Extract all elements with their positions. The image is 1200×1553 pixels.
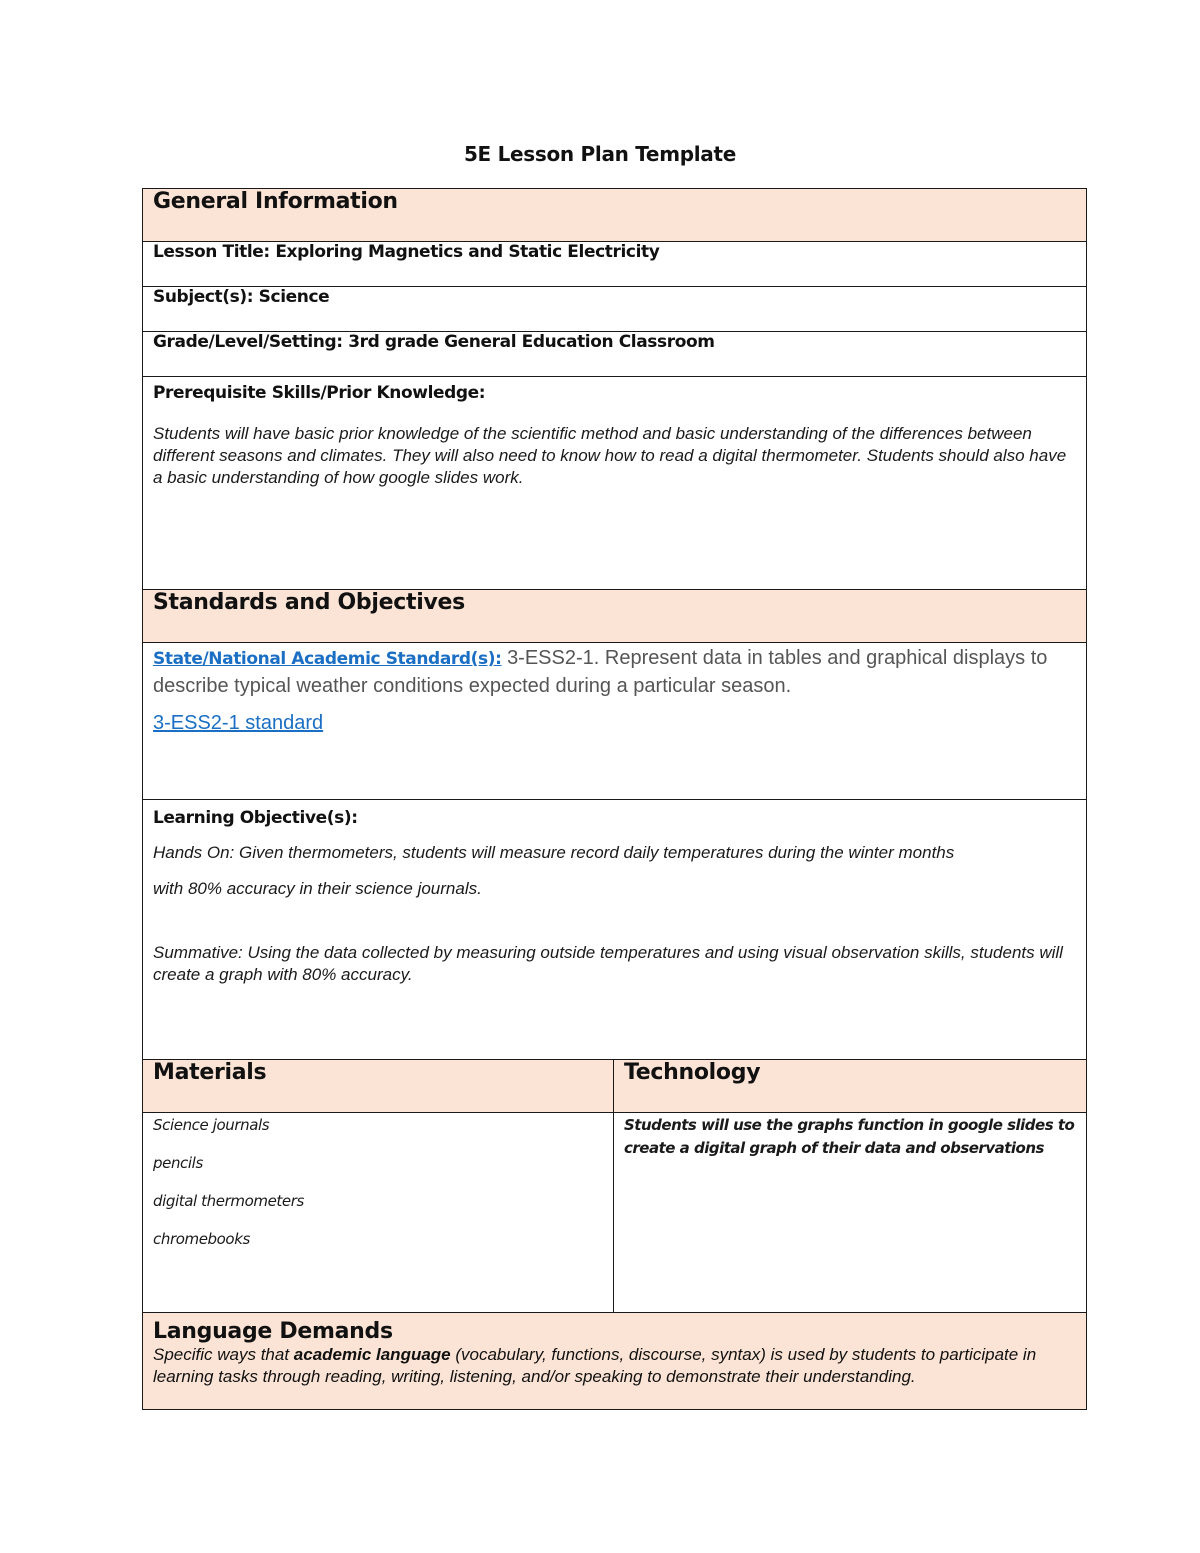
materials-tech-header-row — [143, 1060, 1087, 1113]
language-desc-bold: academic language — [293, 1345, 451, 1364]
prereq-label: Prerequisite Skills/Prior Knowledge: — [153, 383, 486, 403]
grade-row — [143, 332, 1087, 377]
standards-header: Standards and Objectives — [143, 590, 1087, 643]
objectives-label: Learning Objective(s): — [153, 808, 358, 828]
standards-header-row — [143, 590, 1087, 643]
objective-line1: Hands On: Given thermometers, students will measure record daily temperatures during the winter months — [153, 843, 955, 862]
subjects-label: Subject(s): — [153, 287, 254, 307]
grade-value: 3rd grade General Education Classroom — [348, 332, 715, 352]
lesson-plan-table — [142, 188, 1087, 1410]
language-desc-before: Specific ways that — [153, 1345, 294, 1364]
general-info-header-row — [143, 189, 1087, 242]
prereq-text: Students will have basic prior knowledge of the scientific method and basic understanding of the differences between different seasons and climates. They will also need to know how to read a digital thermometer. Students should also have a basic understanding of how google slides work. — [153, 424, 1067, 487]
list-item: pencils — [153, 1154, 203, 1172]
lesson-title-row — [143, 242, 1087, 287]
language-header: Language Demands — [153, 1319, 393, 1344]
objective-line2: with 80% accuracy in their science journals. — [153, 879, 482, 898]
materials-tech-row — [143, 1113, 1087, 1313]
general-info-header: General Information — [143, 189, 1087, 242]
standard-label[interactable]: State/National Academic Standard(s): — [153, 649, 502, 669]
list-item: Science journals — [153, 1116, 270, 1134]
standard-row — [143, 643, 1087, 800]
summative-text: Summative: Using the data collected by measuring outside temperatures and using visual observation skills, students will create a graph with 80% accuracy. — [153, 943, 1063, 984]
grade-label: Grade/Level/Setting: — [153, 332, 343, 352]
language-row — [143, 1313, 1087, 1410]
list-item: digital thermometers — [153, 1192, 304, 1210]
objectives-row — [143, 800, 1087, 1060]
standard-text: 3-ESS2-1. Represent data in tables and graphical displays to describe typical weather conditions expected during a particular season. — [153, 647, 1048, 697]
document-title: 5E Lesson Plan Template — [463, 142, 737, 166]
language-desc-after: (vocabulary, functions, discourse, syntax) is used by students to participate in learning tasks through reading, writing, listening, and/or speaking to demonstrate their understanding. — [153, 1345, 1037, 1386]
materials-list — [143, 1113, 614, 1313]
technology-text: Students will use the graphs function in google slides to create a digital graph of their data and observations — [614, 1113, 1087, 1313]
lesson-title-label: Lesson Title: — [153, 242, 270, 262]
lesson-title-value: Exploring Magnetics and Static Electricity — [275, 242, 660, 262]
prereq-row — [143, 377, 1087, 590]
list-item: chromebooks — [153, 1230, 250, 1248]
language-desc — [153, 1344, 1076, 1388]
technology-header: Technology — [614, 1060, 1087, 1113]
subjects-value: Science — [258, 287, 330, 307]
standard-link[interactable]: 3-ESS2-1 standard — [153, 712, 324, 734]
materials-header: Materials — [143, 1060, 614, 1113]
subjects-row — [143, 287, 1087, 332]
